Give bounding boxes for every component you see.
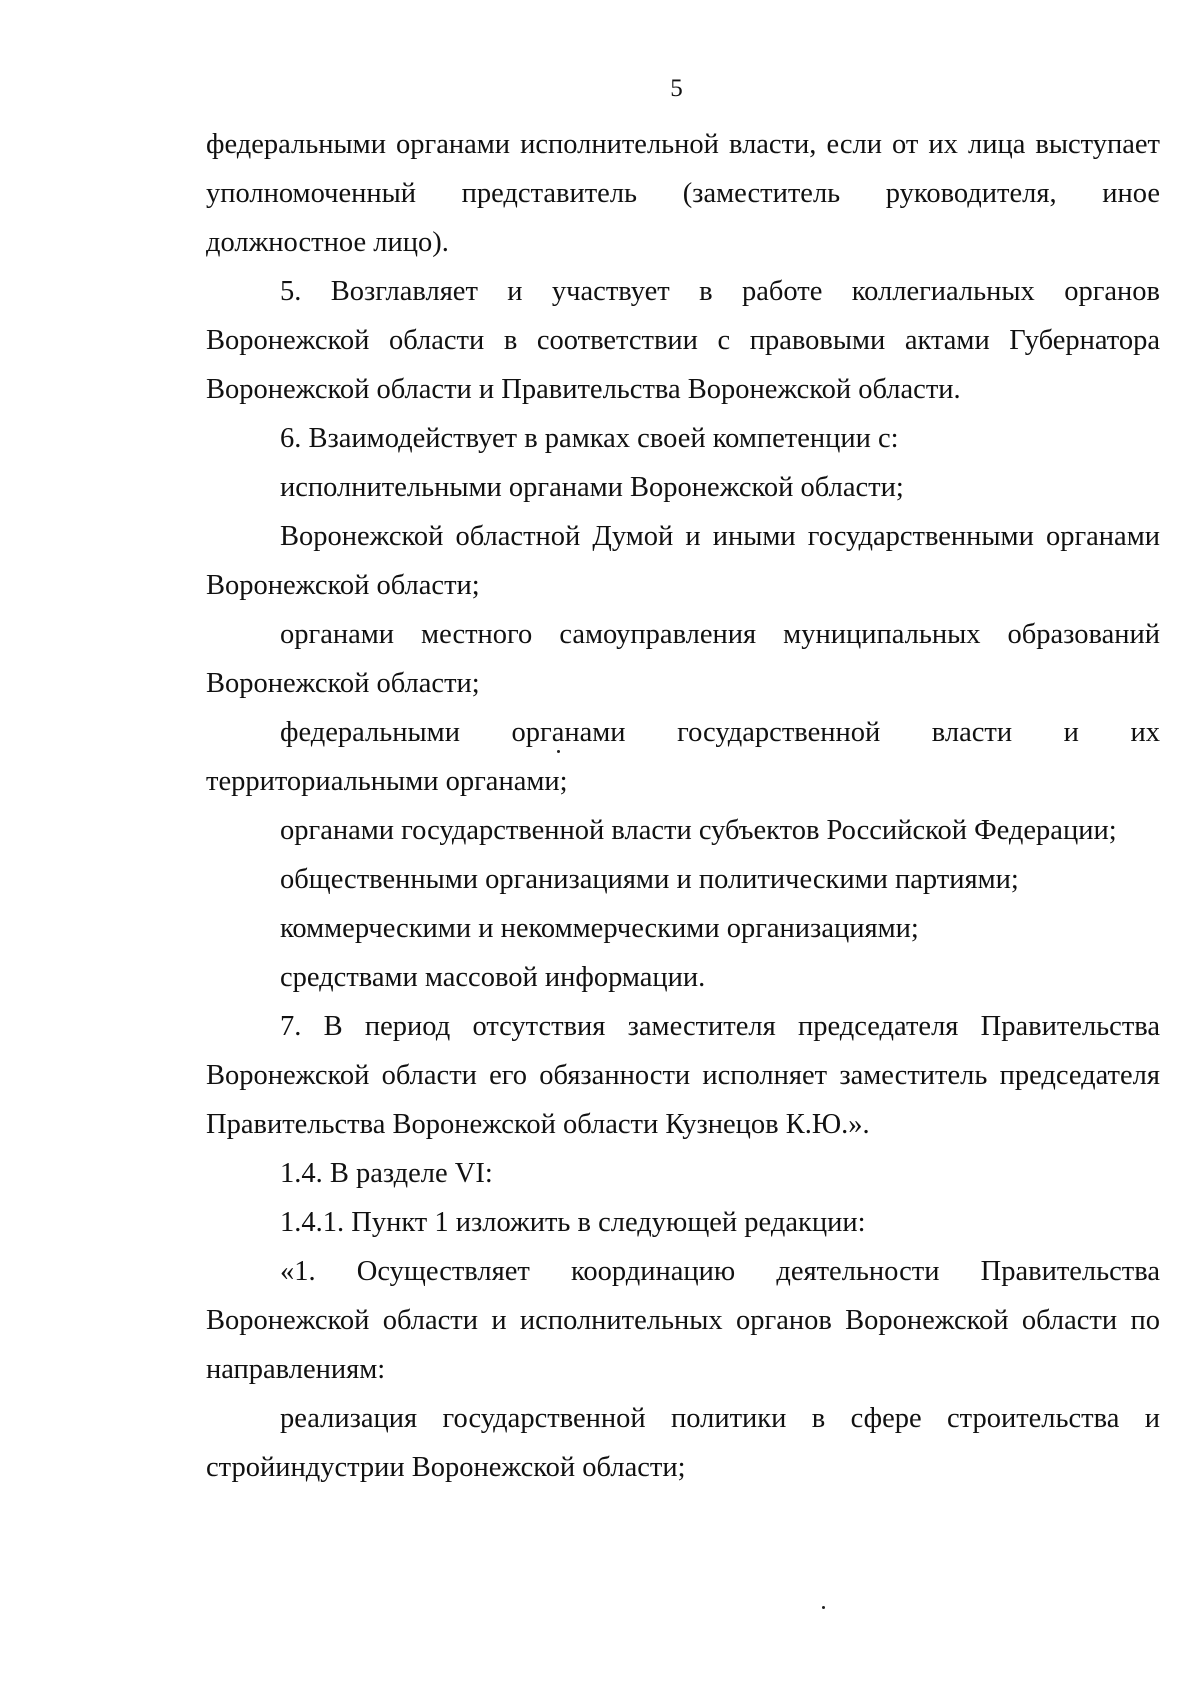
text-line: «1. Осуществляет координацию деятельности Правительства: [280, 1256, 1160, 1287]
text-line: 6. Взаимодействует в рамках своей компетенции с:: [280, 423, 899, 454]
text-line: реализация государственной политики в сфере строительства и: [280, 1403, 1160, 1434]
text-line: должностное лицо).: [206, 227, 449, 258]
text-line: направлениям:: [206, 1354, 386, 1385]
text-line: уполномоченный представитель (заместитель руководителя, иное: [206, 178, 1160, 209]
text-line: коммерческими и некоммерческими организациями;: [280, 913, 919, 944]
text-line: средствами массовой информации.: [280, 962, 706, 993]
scan-speck: [822, 1606, 825, 1609]
text-line: 5. Возглавляет и участвует в работе коллегиальных органов: [280, 276, 1160, 307]
text-line: 7. В период отсутствия заместителя председателя Правительства: [280, 1011, 1160, 1042]
text-line: 1.4. В разделе VI:: [280, 1158, 493, 1189]
text-line: Воронежской областной Думой и иными государственными органами: [280, 521, 1160, 552]
text-line: Правительства Воронежской области Кузнецов К.Ю.».: [206, 1109, 870, 1140]
text-line: Воронежской области его обязанности исполняет заместитель председателя: [206, 1060, 1160, 1091]
text-line: стройиндустрии Воронежской области;: [206, 1452, 686, 1483]
text-line: территориальными органами;: [206, 766, 568, 797]
text-line: Воронежской области в соответствии с правовыми актами Губернатора: [206, 325, 1160, 356]
text-line: органами местного самоуправления муниципальных образований: [280, 619, 1160, 650]
text-line: Воронежской области и Правительства Воронежской области.: [206, 374, 961, 405]
text-line: Воронежской области;: [206, 668, 480, 699]
text-line: Воронежской области и исполнительных органов Воронежской области по: [206, 1305, 1160, 1336]
scan-speck: [557, 750, 560, 753]
text-line: исполнительными органами Воронежской области;: [280, 472, 904, 503]
text-line: федеральными органами государственной власти и их: [280, 717, 1160, 748]
text-line: органами государственной власти субъектов Российской Федерации;: [280, 815, 1117, 846]
text-line: Воронежской области;: [206, 570, 480, 601]
text-line: 1.4.1. Пункт 1 изложить в следующей редакции:: [280, 1207, 866, 1238]
text-line: федеральными органами исполнительной власти, если от их лица выступает: [206, 129, 1160, 160]
page-number: 5: [670, 75, 683, 102]
text-line: общественными организациями и политическими партиями;: [280, 864, 1019, 895]
